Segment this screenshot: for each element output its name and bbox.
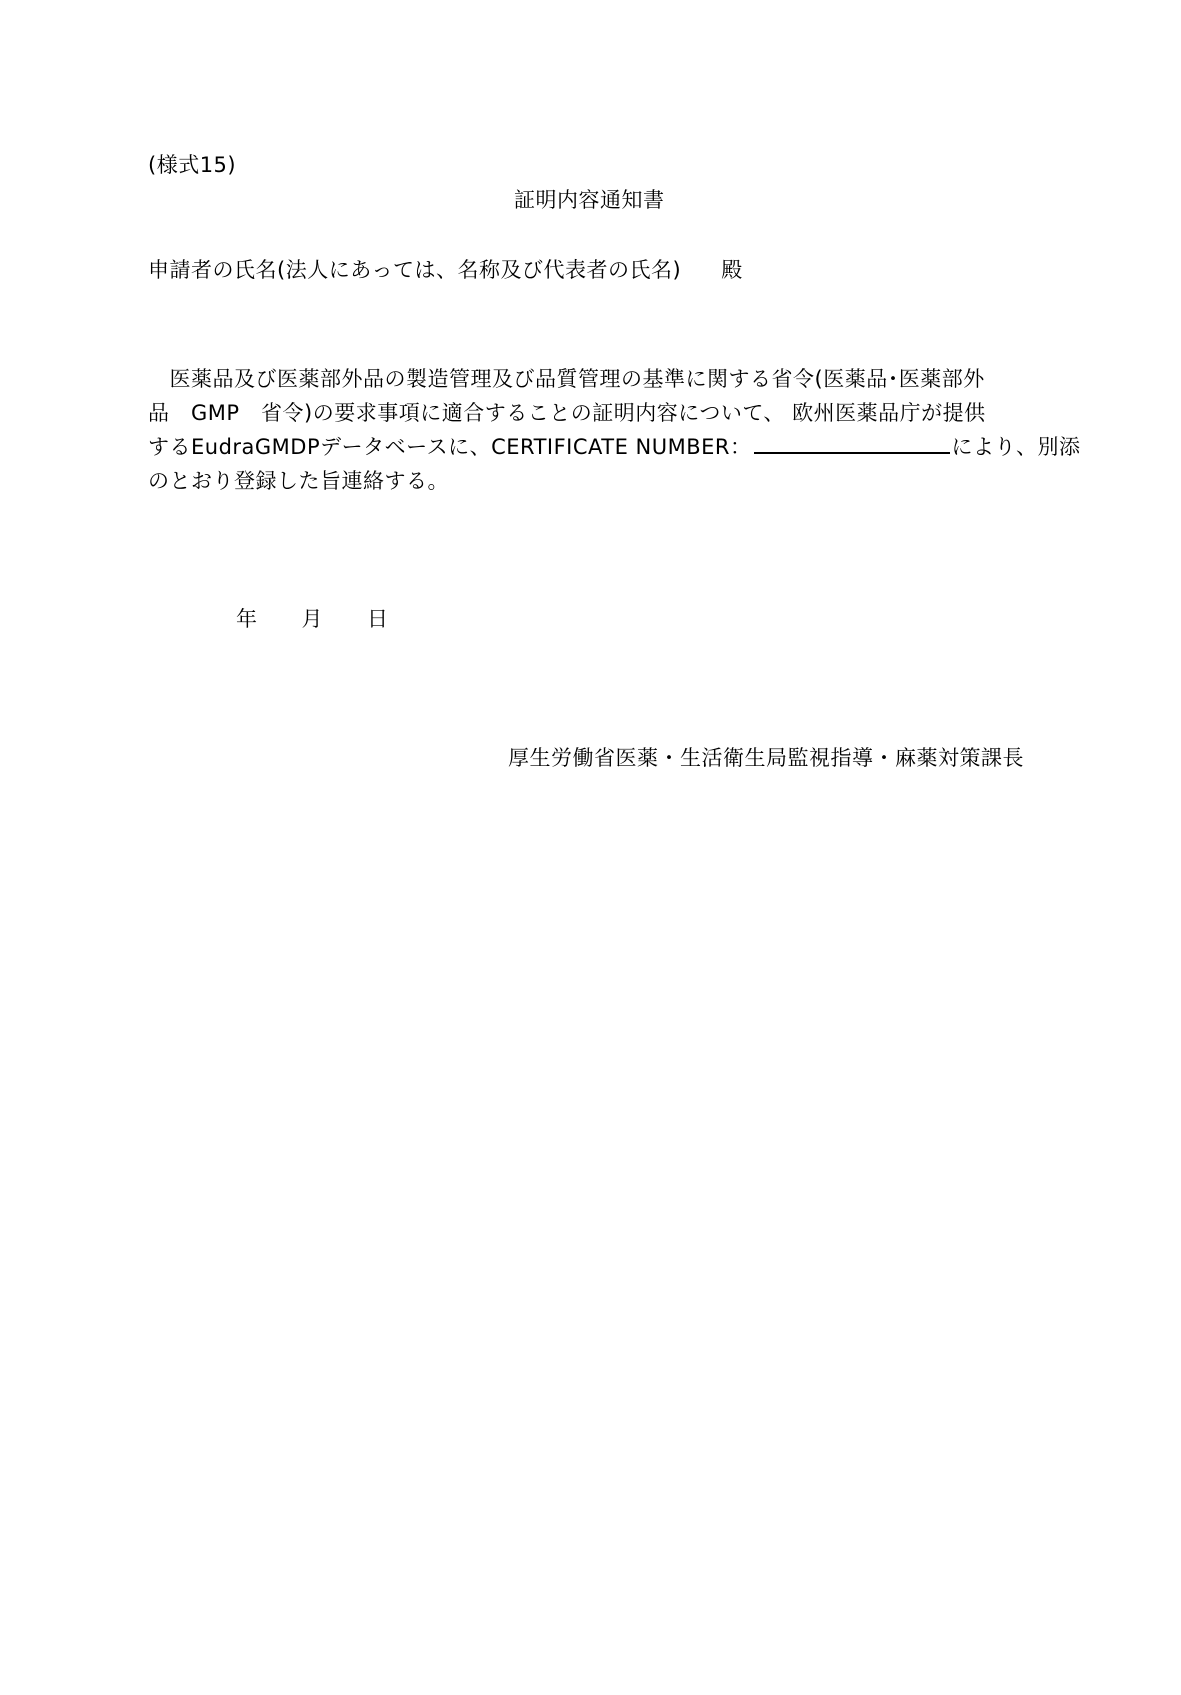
- body-line-4: のとおり登録した旨連絡する。: [148, 469, 449, 493]
- addressee-name-placeholder: 申請者の氏名(法人にあっては、名称及び代表者の氏名): [148, 258, 682, 282]
- certificate-number-blank: [754, 434, 950, 454]
- document-title: 証明内容通知書: [514, 188, 665, 212]
- form-number: (様式15): [148, 153, 237, 177]
- body-line-1-text: 医薬品及び医薬部外品の製造管理及び品質管理の基準に関する省令(医薬品･医薬部外: [169, 367, 985, 391]
- addressee-line: [148, 258, 743, 282]
- date-line: [236, 607, 433, 631]
- body-line-3-suffix: により、別添: [951, 435, 1081, 459]
- date-year-label: 年: [236, 607, 258, 631]
- date-month-label: 月: [301, 607, 323, 631]
- body-paragraph: [148, 362, 1081, 498]
- body-line-1: [148, 362, 1034, 396]
- body-line-2: 品 GMP 省令)の要求事項に適合することの証明内容について、 欧州医薬品庁が提供: [148, 401, 986, 425]
- issuer-title: 厚生労働省医薬・生活衛生局監視指導・麻薬対策課長: [508, 746, 1024, 770]
- body-line-3: [148, 430, 1081, 464]
- body-line-3-prefix: するEudraGMDPデータベースに、CERTIFICATE NUMBER：: [148, 435, 752, 459]
- addressee-honorific: 殿: [721, 258, 743, 282]
- date-day-label: 日: [367, 607, 389, 631]
